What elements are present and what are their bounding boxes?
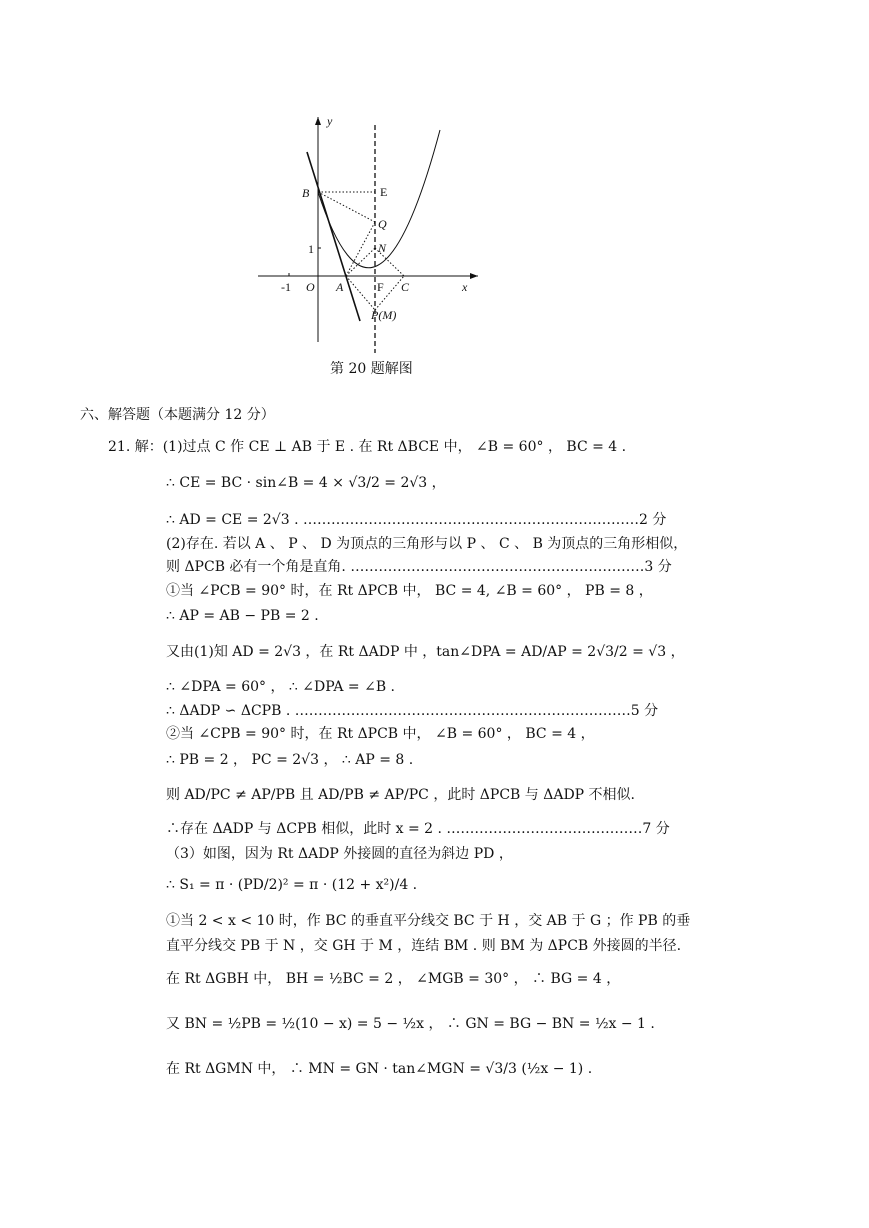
solution-line: 在 Rt ΔGMN 中， ∴ MN = GN · tan∠MGN = √3/3 (½x − 1) .	[166, 1061, 593, 1077]
solution-line: ∴ ΔADP ∽ ΔCPB . ………………………………………………………………5 分	[166, 703, 659, 719]
label-c: C	[401, 280, 410, 294]
solution-line: ∴ CE = BC · sin∠B = 4 × √3/2 = 2√3 ，	[166, 475, 446, 491]
line-ba	[307, 152, 360, 321]
label-n: N	[378, 241, 387, 255]
label-q: Q	[378, 217, 387, 231]
label-one: 1	[308, 242, 314, 256]
solution-line: （3）如图，因为 Rt ΔADP 外接圆的直径为斜边 PD ，	[166, 846, 513, 862]
label-b: B	[302, 186, 310, 200]
label-neg-one: -1	[281, 280, 291, 294]
label-e: E	[380, 185, 388, 199]
solution-line: 21. 解：(1)过点 C 作 CE ⊥ AB 于 E . 在 Rt ΔBCE 中， ∠B = 60° ， BC = 4 .	[108, 439, 627, 455]
solution-line: ①当 2 < x < 10 时，作 BC 的垂直平分线交 BC 于 H ，交 AB 于 G ；作 PB 的垂	[166, 913, 691, 929]
solution-line: ②当 ∠CPB = 90° 时，在 Rt ΔPCB 中， ∠B = 60° ， BC = 4 ，	[166, 726, 595, 742]
segment-an	[346, 248, 375, 276]
label-o: O	[306, 280, 315, 294]
x-axis-arrow	[470, 273, 478, 279]
solution-line: ∴ AD = CE = 2√3 . ………………………………………………………………2 分	[166, 512, 667, 528]
solution-line: 则 AD/PC ≠ AP/PB 且 AD/PB ≠ AP/PC ，此时 ΔPCB 与 ΔADP 不相似.	[166, 787, 635, 803]
label-x: x	[462, 280, 468, 294]
label-pm: P(M)	[371, 308, 397, 322]
segment-ap	[346, 276, 375, 310]
solution-line: ∴ PB = 2 ， PC = 2√3 ， ∴ AP = 8 .	[166, 752, 414, 768]
solution-line: 又 BN = ½PB = ½(10 − x) = 5 − ½x ， ∴ GN = BG − BN = ½x − 1 .	[166, 1016, 655, 1032]
label-a: A	[336, 280, 344, 294]
solution-line: ①当 ∠PCB = 90° 时，在 Rt ΔPCB 中， BC = 4, ∠B = 60° ， PB = 8 ，	[166, 583, 653, 599]
solution-line: ∴ AP = AB − PB = 2 .	[166, 608, 319, 624]
solution-line: (2)存在. 若以 A 、 P 、 D 为顶点的三角形与以 P 、 C 、 B 为顶点的三角形相似，	[166, 536, 688, 552]
solution-line: ∴ ∠DPA = 60° ， ∴ ∠DPA = ∠B .	[166, 679, 396, 695]
solution-line: ∴ S₁ = π · (PD/2)² = π · (12 + x²)/4 .	[166, 877, 418, 893]
solution-line: 直平分线交 PB 于 N ，交 GH 于 M ，连结 BM . 则 BM 为 ΔPCB 外接圆的半径.	[166, 938, 682, 954]
solution-line: ∴存在 ΔADP 与 ΔCPB 相似，此时 x = 2 . ……………………………………7 分	[166, 821, 670, 837]
label-y: y	[327, 114, 333, 128]
label-f: F	[377, 280, 384, 294]
solution-line: 又由(1)知 AD = 2√3 ，在 Rt ΔADP 中 ，tan∠DPA = AD/AP = 2√3/2 = √3 ，	[166, 644, 685, 660]
solution-line: 在 Rt ΔGBH 中， BH = ½BC = 2 ， ∠MGB = 30° ， ∴ BG = 4 ，	[166, 971, 621, 987]
solution-line: 则 ΔPCB 必有一个角是直角. ………………………………………………………3 分	[166, 559, 672, 575]
y-axis-arrow	[315, 117, 321, 125]
section-title: 六、解答题（本题满分 12 分）	[80, 407, 275, 423]
figure-caption: 第 20 题解图	[330, 361, 413, 377]
segment-bq	[318, 192, 375, 222]
parabola-figure	[250, 105, 490, 355]
